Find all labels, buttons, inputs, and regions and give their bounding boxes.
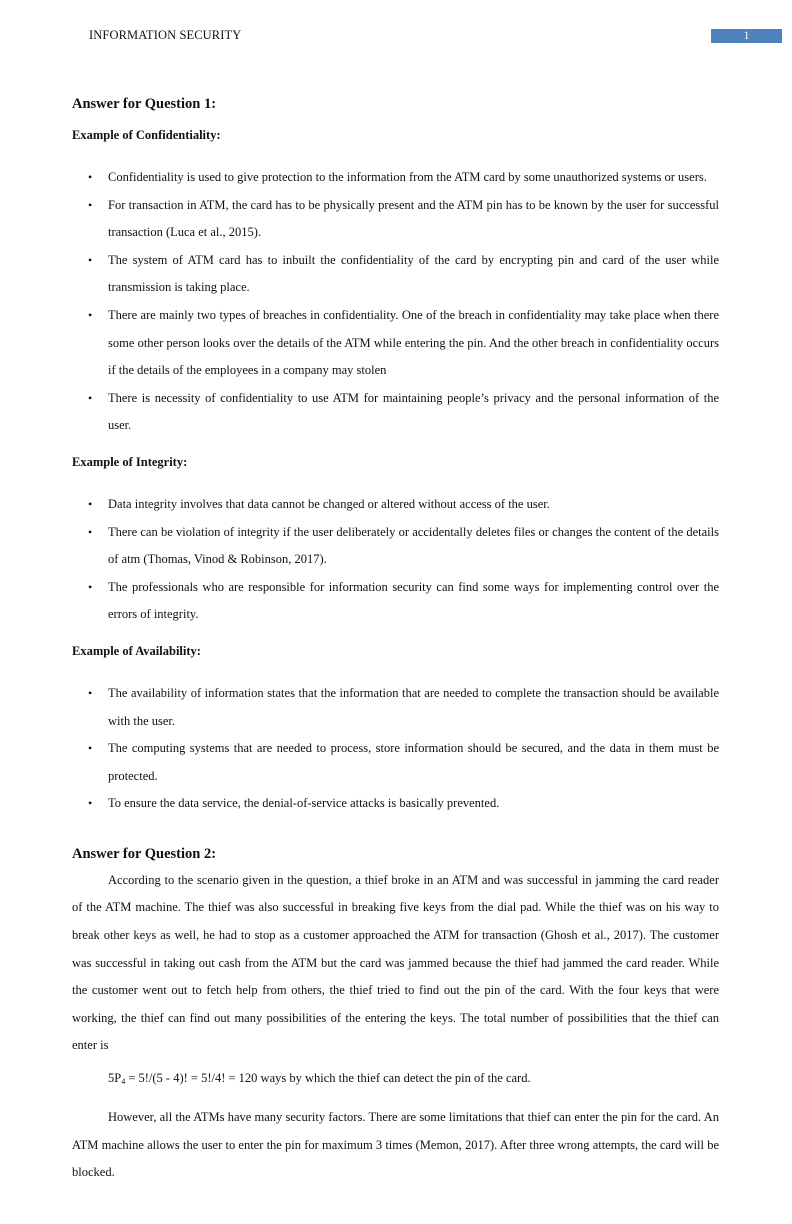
formula-subscript: 4 <box>121 1077 126 1087</box>
integrity-heading: Example of Integrity: <box>72 454 188 469</box>
integrity-list <box>72 491 719 629</box>
list-item: • There is necessity of confidentiality to use ATM for maintaining people’s privacy and the personal information of the user. <box>72 385 719 440</box>
q1-heading: Answer for Question 1: <box>72 96 217 112</box>
q2-heading: Answer for Question 2: <box>72 845 217 862</box>
list-item: • Data integrity involves that data cannot be changed or altered without access of the user. <box>72 491 719 519</box>
q2-paragraph-2: However, all the ATMs have many security factors. There are some limitations that thief can enter the pin for the card. An ATM machine allows the user to enter the pin for maximum 3 times (Memon, 2017). After three wrong attempts, the card will be blocked. <box>72 1110 719 1180</box>
formula-prefix: 5P <box>108 1071 122 1086</box>
list-item: • The professionals who are responsible for information security can find some ways for implementing control over the errors of integrity. <box>72 574 719 629</box>
confidentiality-heading: Example of Confidentiality: <box>72 128 221 142</box>
q2-paragraph-1: According to the scenario given in the question, a thief broke in an ATM and was successful in jamming the card reader of the ATM machine. The thief was also successful in breaking five keys from the dial pad. While the thief was on his way to break other keys as well, he had to stop as a customer approached the ATM for transaction (Ghosh et al., 2017). The customer was successful in taking out cash from the ATM but the card was jammed because the thief had jammed the card reader. While the customer went out to fetch help from others, the thief tried to find out the pin of the card. With the four keys that were working, the thief can find out many possibilities of the entering the keys. The total number of possibilities that the thief can enter is <box>72 872 719 1053</box>
list-item: • There are mainly two types of breaches in confidentiality. One of the breach in confidentiality may take place when there some other person looks over the details of the ATM while entering the pin. And the other breach in confidentiality occurs if the details of the employees in a company may stolen <box>72 302 719 385</box>
availability-list <box>72 680 719 818</box>
confidentiality-list <box>72 164 719 440</box>
list-item: • Confidentiality is used to give protection to the information from the ATM card by some unauthorized systems or users. <box>72 164 719 192</box>
availability-heading: Example of Availability: <box>72 643 201 658</box>
formula-rest: = 5!/(5 - 4)! = 5!/4! = 120 ways by which the thief can detect the pin of the card. <box>125 1071 531 1086</box>
list-item: • The computing systems that are needed to process, store information should be secured, and the data in them must be protected. <box>72 735 719 790</box>
list-item: • The system of ATM card has to inbuilt the confidentiality of the card by encrypting pin and card of the user while transmission is taking place. <box>72 247 719 302</box>
page-number: 1 <box>711 29 782 43</box>
list-item: • For transaction in ATM, the card has to be physically present and the ATM pin has to be known by the user for successful transaction (Luca et al., 2015). <box>72 192 719 247</box>
list-item: • The availability of information states that the information that are needed to complete the transaction should be available with the user. <box>72 680 719 735</box>
list-item: • To ensure the data service, the denial-of-service attacks is basically prevented. <box>72 790 719 818</box>
document-body <box>72 95 719 1187</box>
header-title: INFORMATION SECURITY <box>89 28 242 42</box>
list-item: • There can be violation of integrity if the user deliberately or accidentally deletes files or changes the content of the details of atm (Thomas, Vinod & Robinson, 2017). <box>72 519 719 574</box>
permutation-formula <box>72 1070 719 1090</box>
